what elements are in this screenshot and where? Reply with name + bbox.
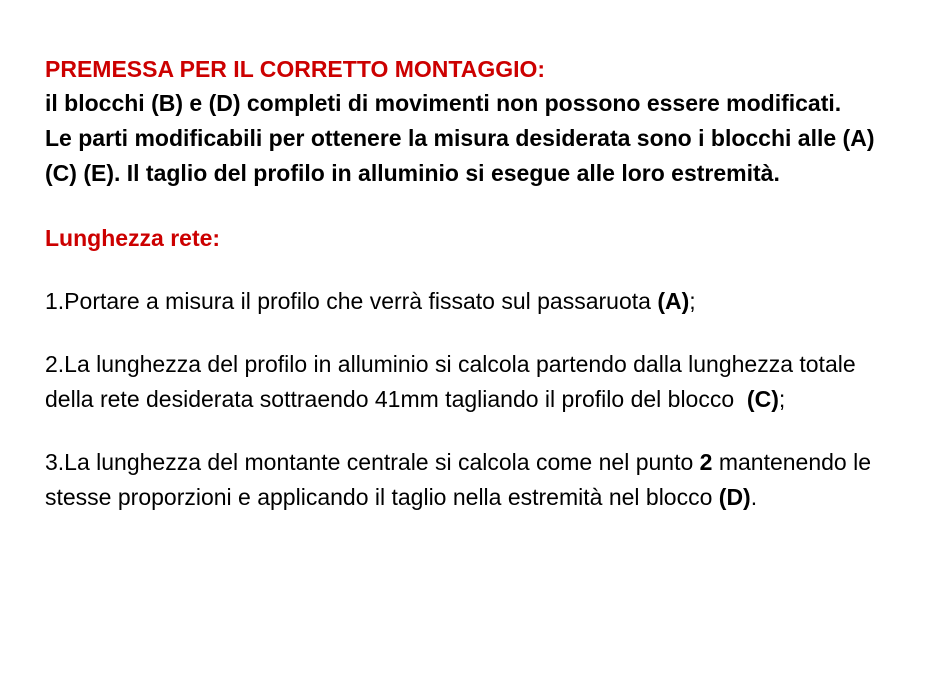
step-3-tail: . [750,484,758,510]
lunghezza-rete-title: Lunghezza rete: [45,225,221,251]
premessa-line-2: Le parti modificabili per ottenere la misura desiderata sono i blocchi alle (A) (C) (E). Il taglio del profilo in alluminio si esegue alle loro estremità. [45,125,875,186]
premessa-title: PREMESSA PER IL CORRETTO MONTAGGIO: [45,56,546,82]
document-page [45,52,905,515]
step-2-tail: ; [778,386,786,412]
step-3-bold-ref: (D) [718,484,751,510]
premessa-line-1: il blocchi (B) e (D) completi di movimenti non possono essere modificati. [45,90,842,116]
step-2 [45,347,905,417]
step-1 [45,284,905,319]
step-2-bold-ref: (C) [746,386,779,412]
step-2-text: 2.La lunghezza del profilo in alluminio si calcola partendo dalla lunghezza totale della rete desiderata sottraendo 41mm tagliando il profilo del blocco [45,351,863,412]
step-1-tail: ; [689,288,696,314]
step-3-text-b: mantenendo le stesse proporzioni e applicando il taglio nella estremità nel blocco [45,449,872,510]
step-1-text: 1.Portare a misura il profilo che verrà fissato sul passaruota [45,288,658,314]
step-3 [45,445,905,515]
step-1-bold-ref: (A) [657,288,690,314]
step-3-bold-number: 2 [699,449,713,475]
step-3-text-a: 3.La lunghezza del montante centrale si calcola come nel punto [45,449,700,475]
